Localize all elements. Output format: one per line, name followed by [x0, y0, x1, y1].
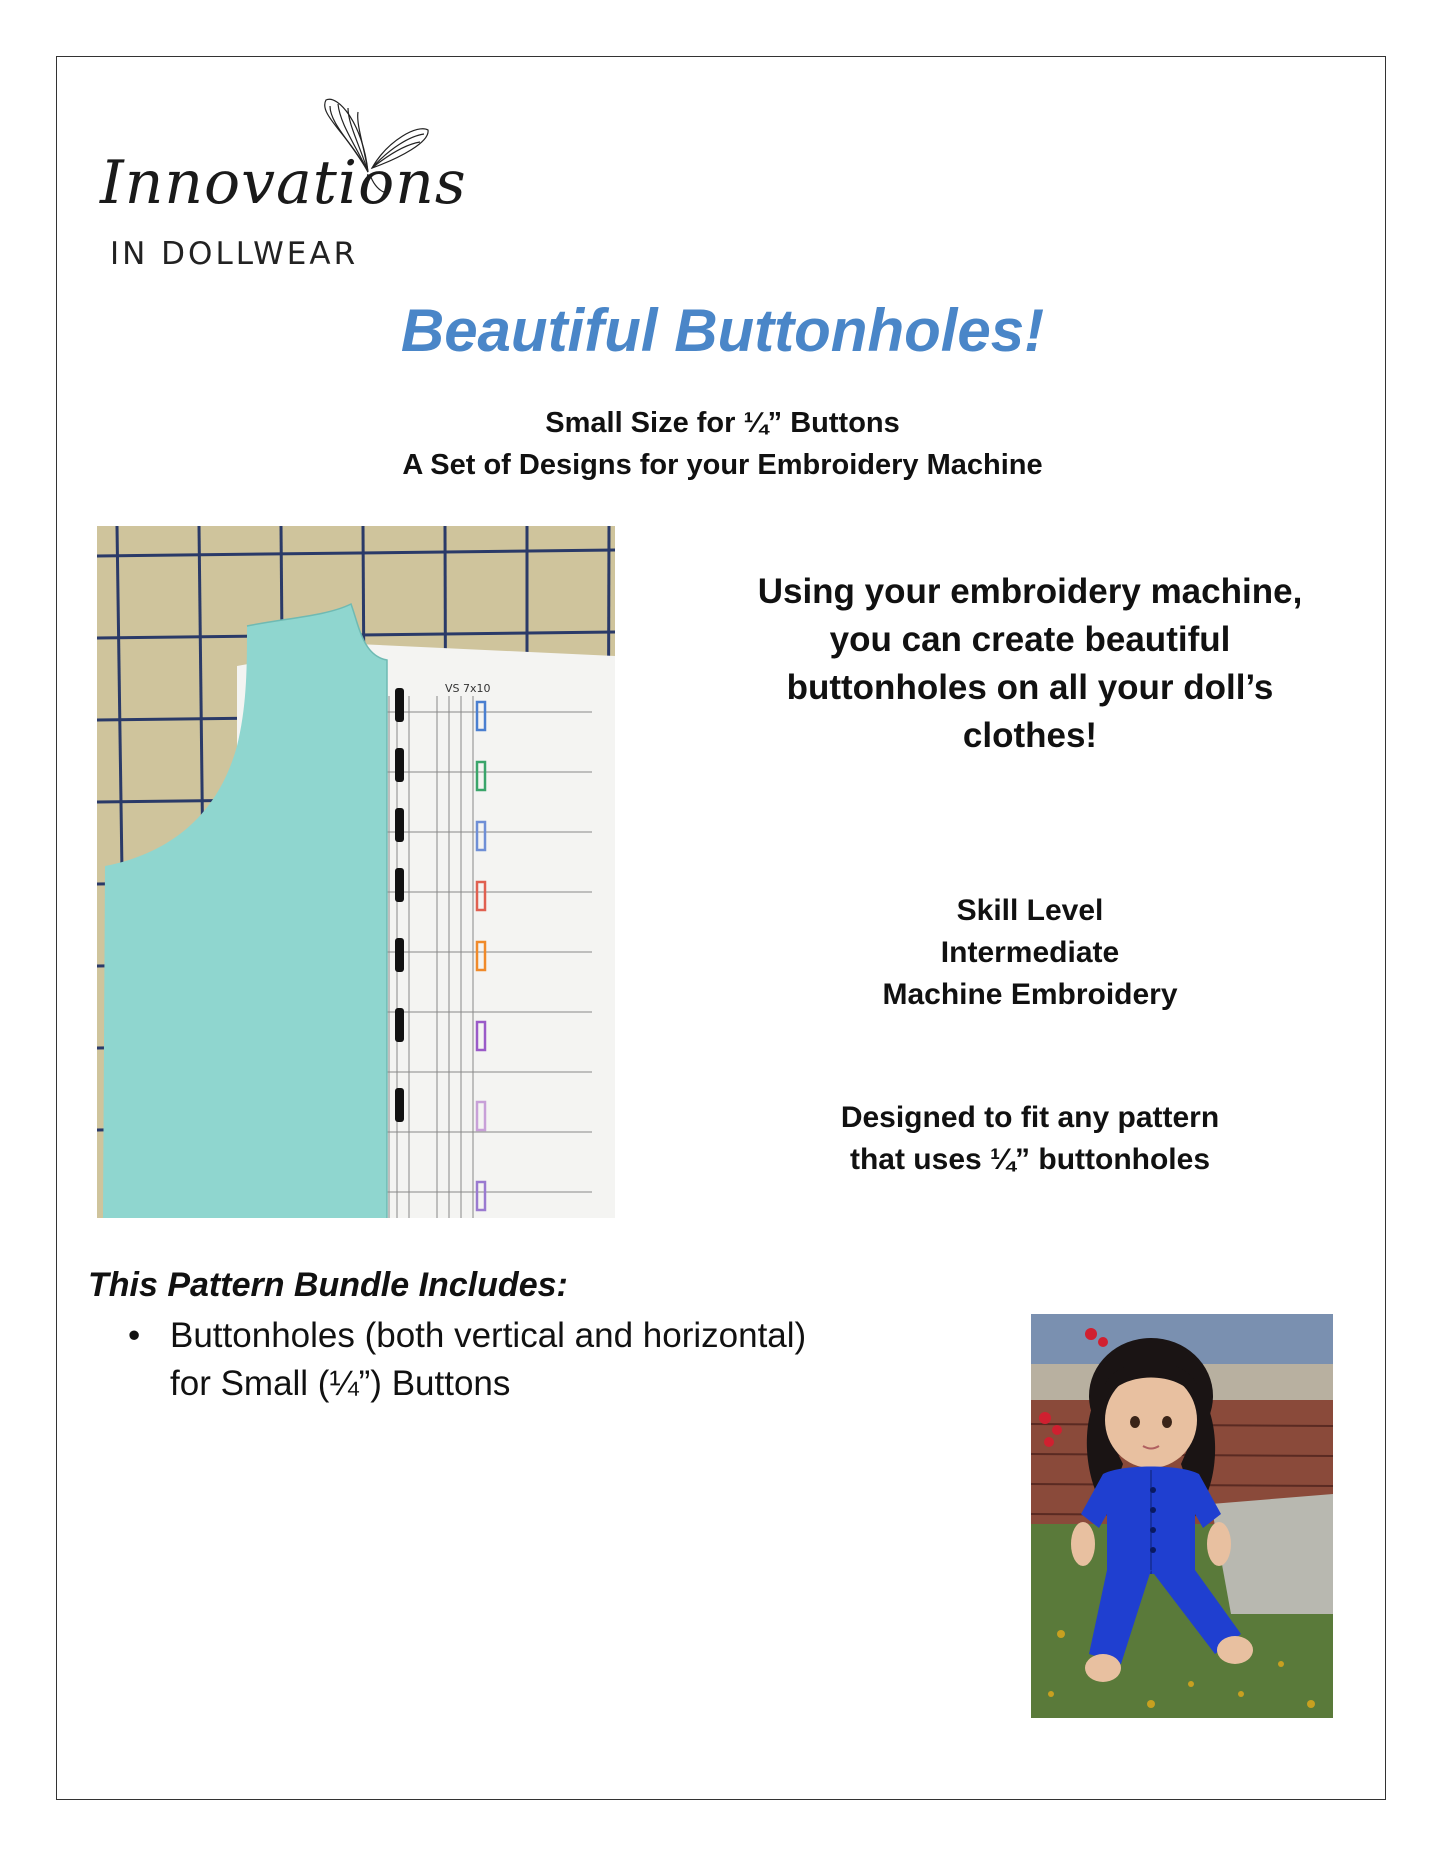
designed-note-line-2: that uses ¼” buttonholes: [849, 1143, 1211, 1176]
designed-note: [705, 1097, 1355, 1181]
template-label: VS 7x10: [445, 682, 491, 695]
buttonhole-fabric-photo: [97, 526, 615, 1218]
tagline-line-1: Using your embroidery machine,: [757, 572, 1303, 611]
page-title: Beautiful Buttonholes!: [400, 297, 1045, 364]
bundle-heading: This Pattern Bundle Includes:: [88, 1266, 568, 1304]
tagline: [705, 568, 1355, 760]
skill-level-value: Intermediate: [940, 936, 1120, 969]
bundle-item-line-2: for Small (¼”) Buttons: [170, 1364, 511, 1403]
designed-note-line-1: Designed to fit any pattern: [840, 1101, 1220, 1134]
tagline-line-2: you can create beautiful: [829, 620, 1231, 659]
skill-level-label: Skill Level: [956, 894, 1104, 927]
logo-script: Innovations: [100, 148, 467, 218]
bundle-list: [128, 1312, 888, 1408]
bundle-item: [128, 1312, 888, 1408]
doll-photo: [1031, 1314, 1333, 1718]
logo-subtitle: IN DOLLWEAR: [110, 236, 359, 272]
tagline-line-4: clothes!: [962, 716, 1098, 755]
bundle-item-line-1: • Buttonholes (both vertical and horizontal): [170, 1316, 807, 1355]
subtitle-line-1: Small Size for ¼” Buttons: [545, 407, 900, 439]
skill-level: [705, 890, 1355, 1016]
subtitle-line-2: A Set of Designs for your Embroidery Machine: [402, 449, 1043, 481]
skill-level-category: Machine Embroidery: [882, 978, 1178, 1011]
subtitle: [0, 402, 1445, 486]
tagline-line-3: buttonholes on all your doll’s: [786, 668, 1274, 707]
